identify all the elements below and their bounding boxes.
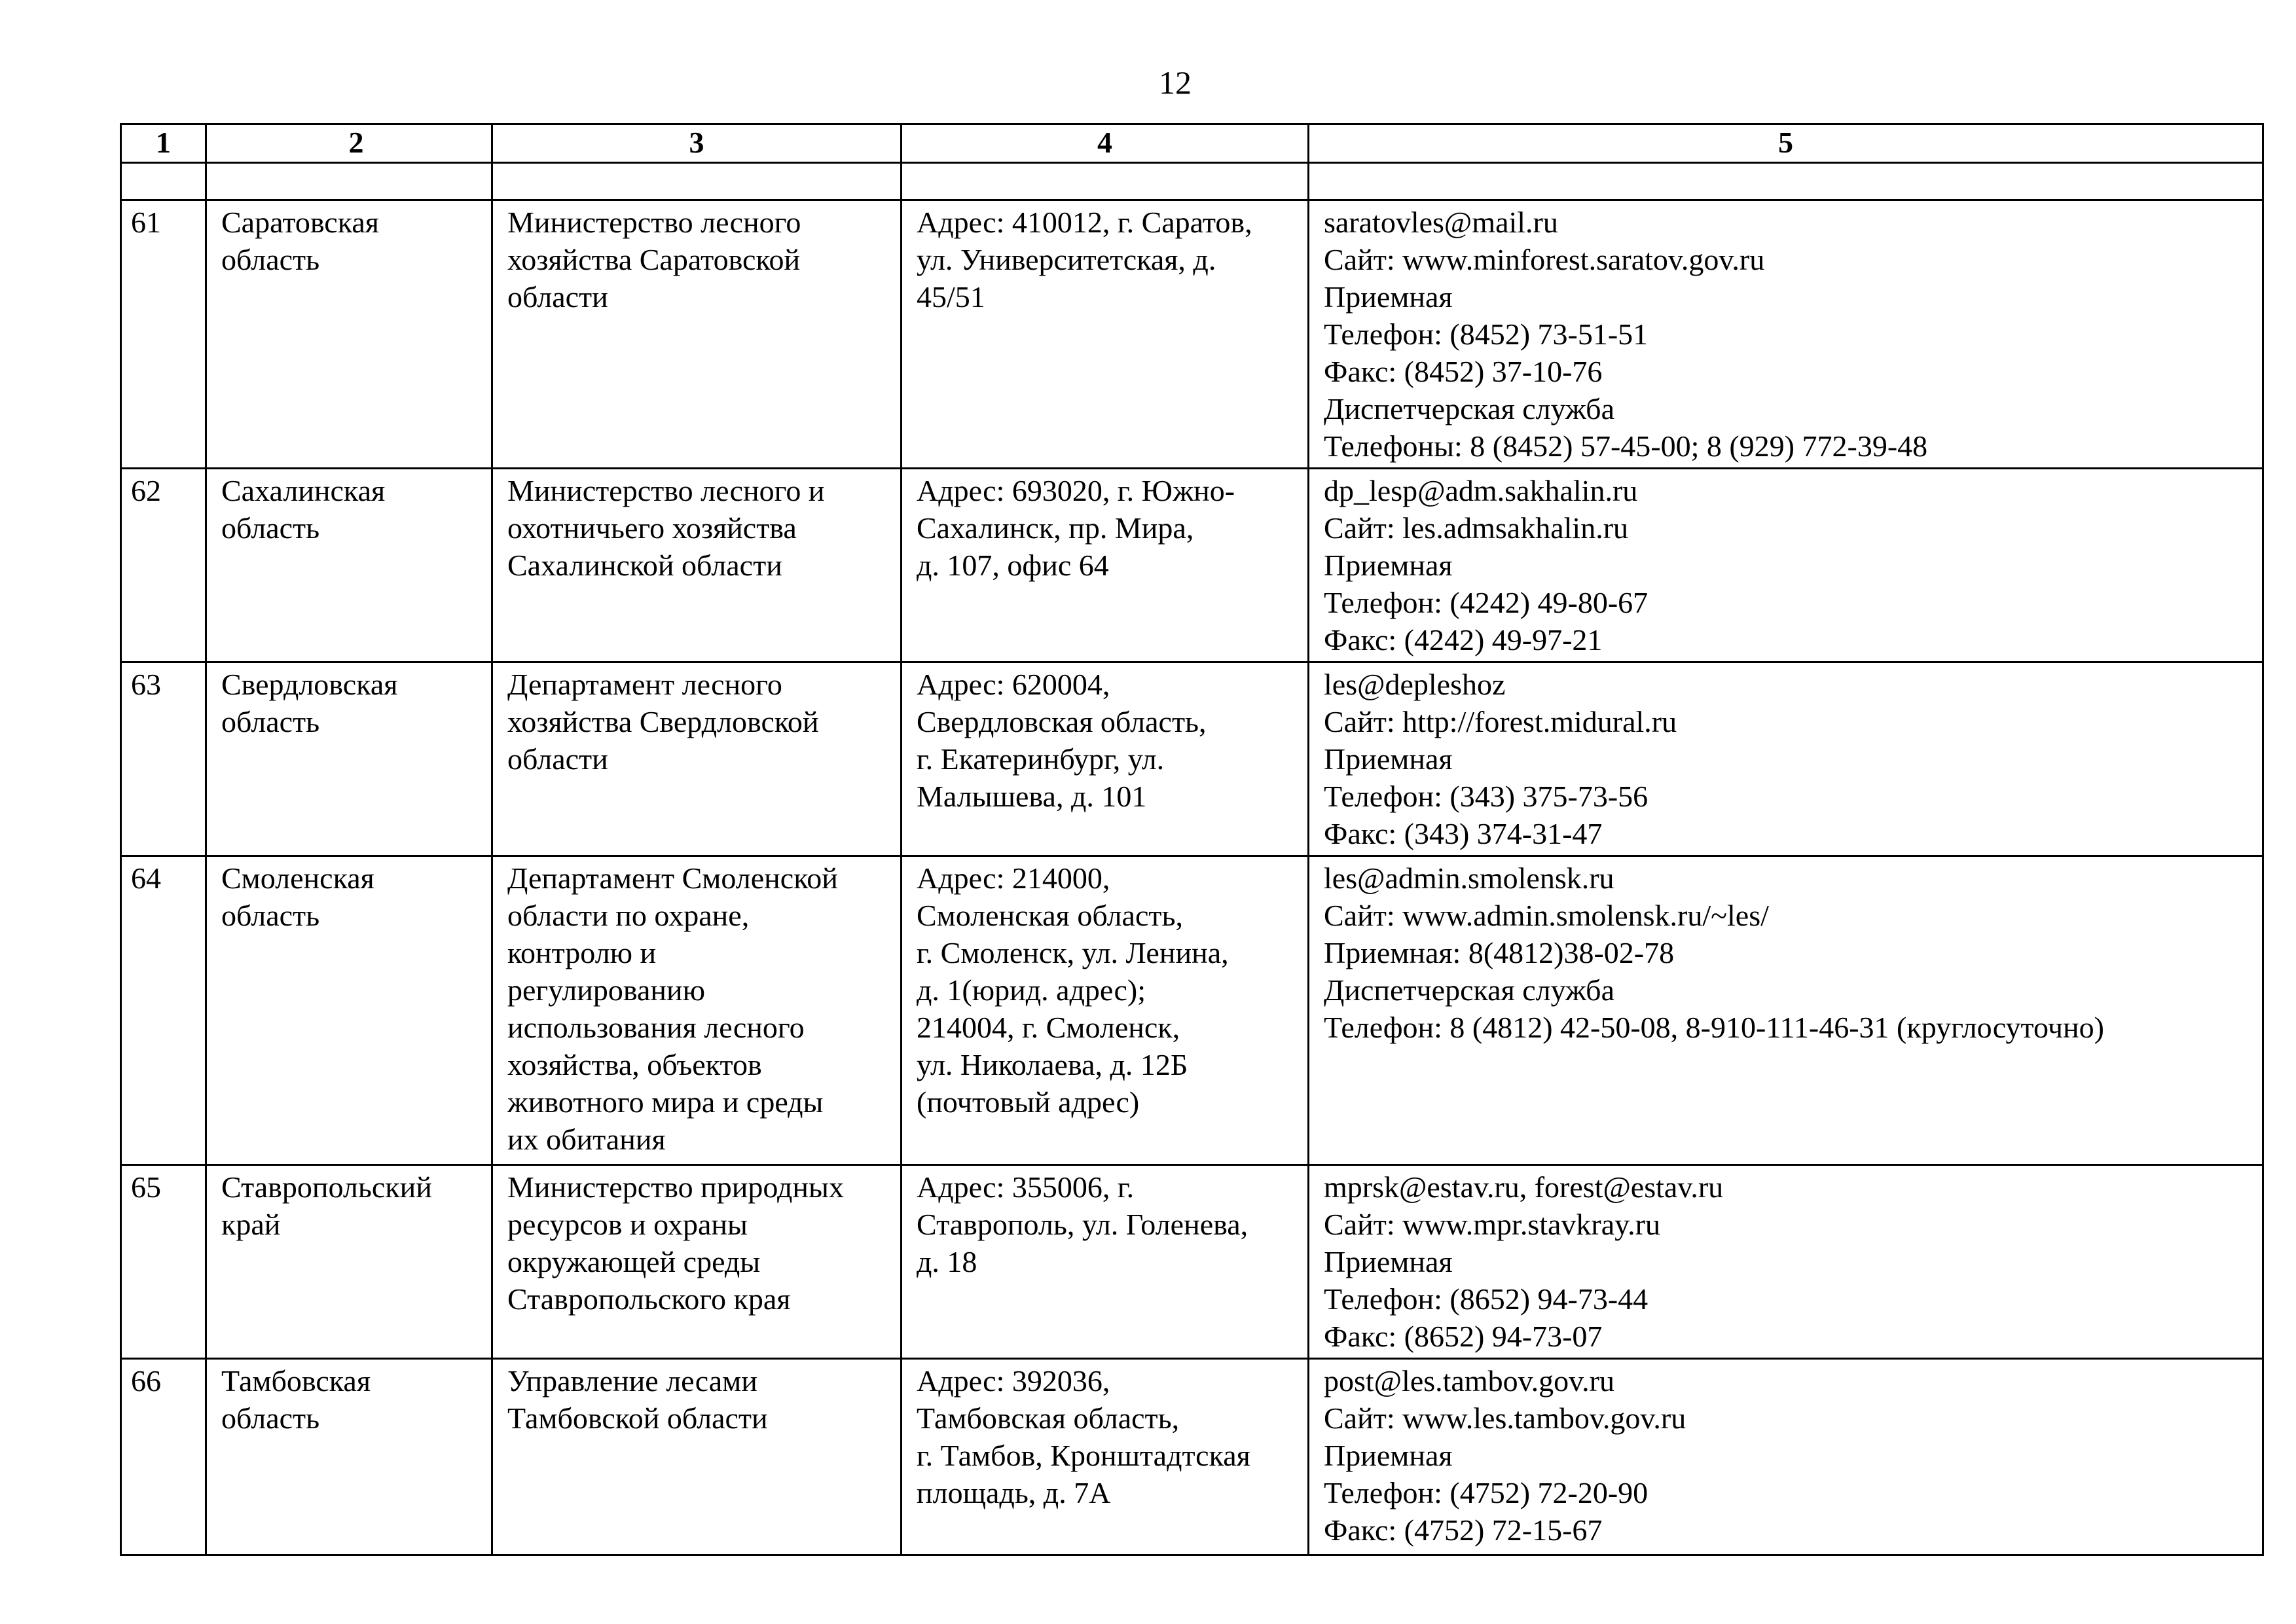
contacts-line: Сайт: www.minforest.saratov.gov.ru (1324, 243, 1765, 276)
agency-line: Тамбовской области (507, 1401, 768, 1435)
contacts-line: Приемная (1324, 1245, 1453, 1278)
address-line: Смоленская область, (917, 899, 1183, 932)
region-line: область (221, 243, 320, 276)
contacts-line: les@depleshoz (1324, 668, 1506, 701)
agency-cell (492, 200, 902, 469)
address-line: Малышева, д. 101 (917, 780, 1147, 813)
contacts-line: Приемная (1324, 549, 1453, 582)
address-line: д. 18 (917, 1245, 977, 1278)
address-line: Адрес: 693020, г. Южно- (917, 474, 1235, 507)
table-row (121, 1359, 2263, 1555)
contacts-line: Факс: (343) 374-31-47 (1324, 817, 1603, 850)
region-line: область (221, 705, 320, 738)
contacts-line: Диспетчерская служба (1324, 973, 1615, 1007)
region-line: область (221, 511, 320, 545)
address-cell (902, 856, 1309, 1165)
agency-cell (492, 856, 902, 1165)
column-header: 5 (1309, 124, 2263, 163)
contacts-cell (1309, 469, 2263, 662)
region-line: Саратовская (221, 206, 379, 239)
region-line: Смоленская (221, 861, 374, 895)
contacts-line: Телефоны: 8 (8452) 57-45-00; 8 (929) 772-39-48 (1324, 429, 1928, 463)
address-line: 214004, г. Смоленск, (917, 1011, 1180, 1044)
empty-cell (1309, 163, 2263, 200)
contacts-line: Сайт: les.admsakhalin.ru (1324, 511, 1629, 545)
contacts-line: Факс: (4752) 72-15-67 (1324, 1513, 1603, 1547)
contacts-line: Сайт: www.les.tambov.gov.ru (1324, 1401, 1686, 1435)
region-cell (206, 469, 492, 662)
row-number: 66 (121, 1359, 206, 1555)
agency-line: области (507, 742, 608, 776)
table-row (121, 856, 2263, 1165)
contacts-line: Приемная: 8(4812)38-02-78 (1324, 936, 1675, 969)
contacts-cell (1309, 1165, 2263, 1359)
row-number: 64 (121, 856, 206, 1165)
address-line: ул. Николаева, д. 12Б (917, 1048, 1188, 1081)
address-line: Адрес: 214000, (917, 861, 1110, 895)
row-number: 63 (121, 662, 206, 856)
empty-cell (492, 163, 902, 200)
agency-line: регулированию (507, 973, 705, 1007)
contacts-line: les@admin.smolensk.ru (1324, 861, 1614, 895)
contacts-line: Телефон: (4752) 72-20-90 (1324, 1476, 1649, 1509)
empty-spacer-row (121, 163, 2263, 200)
contacts-line: Телефон: (343) 375-73-56 (1324, 780, 1649, 813)
forestry-agencies-table (120, 123, 2264, 1556)
address-line: Свердловская область, (917, 705, 1207, 738)
address-line: площадь, д. 7А (917, 1476, 1111, 1509)
region-cell (206, 1359, 492, 1555)
agency-line: охотничьего хозяйства (507, 511, 797, 545)
region-cell (206, 856, 492, 1165)
agency-cell (492, 1359, 902, 1555)
region-line: Ставропольский (221, 1170, 432, 1204)
contacts-line: Телефон: 8 (4812) 42-50-08, 8-910-111-46-31 (круглосуточно) (1324, 1011, 2104, 1044)
agency-line: хозяйства Саратовской (507, 243, 801, 276)
table-row (121, 469, 2263, 662)
contacts-line: Сайт: http://forest.midural.ru (1324, 705, 1677, 738)
row-number: 65 (121, 1165, 206, 1359)
agency-line: области по охране, (507, 899, 750, 932)
region-line: Сахалинская (221, 474, 386, 507)
column-header: 1 (121, 124, 206, 163)
agency-line: использования лесного (507, 1011, 805, 1044)
contacts-line: saratovles@mail.ru (1324, 206, 1558, 239)
contacts-cell (1309, 662, 2263, 856)
agency-line: Ставропольского края (507, 1282, 791, 1316)
address-line: Тамбовская область, (917, 1401, 1180, 1435)
region-line: Тамбовская (221, 1364, 371, 1398)
agency-line: хозяйства, объектов (507, 1048, 762, 1081)
agency-line: Министерство лесного и (507, 474, 825, 507)
address-line: (почтовый адрес) (917, 1085, 1140, 1119)
region-line: область (221, 899, 320, 932)
region-line: область (221, 1401, 320, 1435)
table-row (121, 662, 2263, 856)
contacts-cell (1309, 1359, 2263, 1555)
agency-line: Сахалинской области (507, 549, 782, 582)
agency-line: контролю и (507, 936, 657, 969)
column-header: 2 (206, 124, 492, 163)
address-line: г. Смоленск, ул. Ленина, (917, 936, 1229, 969)
address-cell (902, 1165, 1309, 1359)
contacts-line: Приемная (1324, 742, 1453, 776)
contacts-line: Факс: (8452) 37-10-76 (1324, 355, 1603, 388)
address-line: 45/51 (917, 280, 985, 314)
table-row (121, 1165, 2263, 1359)
contacts-line: mprsk@estav.ru, forest@estav.ru (1324, 1170, 1724, 1204)
contacts-line: Приемная (1324, 280, 1453, 314)
contacts-line: post@les.tambov.gov.ru (1324, 1364, 1614, 1398)
address-cell (902, 662, 1309, 856)
contacts-cell (1309, 856, 2263, 1165)
address-line: Адрес: 392036, (917, 1364, 1110, 1398)
empty-cell (902, 163, 1309, 200)
address-line: д. 1(юрид. адрес); (917, 973, 1146, 1007)
region-line: край (221, 1208, 281, 1241)
agency-cell (492, 662, 902, 856)
address-line: Ставрополь, ул. Голенева, (917, 1208, 1248, 1241)
empty-cell (206, 163, 492, 200)
agency-line: Министерство лесного (507, 206, 801, 239)
agency-line: Департамент Смоленской (507, 861, 838, 895)
address-line: Адрес: 355006, г. (917, 1170, 1135, 1204)
contacts-cell (1309, 200, 2263, 469)
contacts-line: Телефон: (8452) 73-51-51 (1324, 317, 1649, 351)
column-header: 4 (902, 124, 1309, 163)
region-cell (206, 662, 492, 856)
region-cell (206, 1165, 492, 1359)
column-number-row (121, 124, 2263, 163)
empty-cell (121, 163, 206, 200)
address-line: д. 107, офис 64 (917, 549, 1109, 582)
contacts-line: Приемная (1324, 1439, 1453, 1472)
address-line: ул. Университетская, д. (917, 243, 1216, 276)
contacts-line: Диспетчерская служба (1324, 392, 1615, 425)
agency-cell (492, 1165, 902, 1359)
agency-line: области (507, 280, 608, 314)
agency-cell (492, 469, 902, 662)
agency-line: Управление лесами (507, 1364, 757, 1398)
contacts-line: dp_lesp@adm.sakhalin.ru (1324, 474, 1638, 507)
row-number: 61 (121, 200, 206, 469)
contacts-line: Факс: (8652) 94-73-07 (1324, 1320, 1603, 1353)
contacts-line: Факс: (4242) 49-97-21 (1324, 623, 1603, 657)
address-line: Адрес: 410012, г. Саратов, (917, 206, 1252, 239)
page-number: 12 (1159, 64, 1192, 101)
region-line: Свердловская (221, 668, 398, 701)
agency-line: хозяйства Свердловской (507, 705, 819, 738)
row-number: 62 (121, 469, 206, 662)
contacts-line: Сайт: www.mpr.stavkray.ru (1324, 1208, 1660, 1241)
address-line: г. Тамбов, Кронштадтская (917, 1439, 1250, 1472)
agency-line: окружающей среды (507, 1245, 761, 1278)
agency-line: Департамент лесного (507, 668, 782, 701)
agency-line: Министерство природных (507, 1170, 844, 1204)
address-cell (902, 469, 1309, 662)
contacts-line: Телефон: (4242) 49-80-67 (1324, 586, 1649, 619)
address-line: г. Екатеринбург, ул. (917, 742, 1165, 776)
address-cell (902, 1359, 1309, 1555)
agency-line: животного мира и среды (507, 1085, 824, 1119)
contacts-line: Телефон: (8652) 94-73-44 (1324, 1282, 1649, 1316)
contacts-line: Сайт: www.admin.smolensk.ru/~les/ (1324, 899, 1769, 932)
region-cell (206, 200, 492, 469)
table-row (121, 200, 2263, 469)
address-line: Сахалинск, пр. Мира, (917, 511, 1194, 545)
address-line: Адрес: 620004, (917, 668, 1110, 701)
address-cell (902, 200, 1309, 469)
column-header: 3 (492, 124, 902, 163)
agency-line: их обитания (507, 1123, 666, 1156)
agency-line: ресурсов и охраны (507, 1208, 748, 1241)
